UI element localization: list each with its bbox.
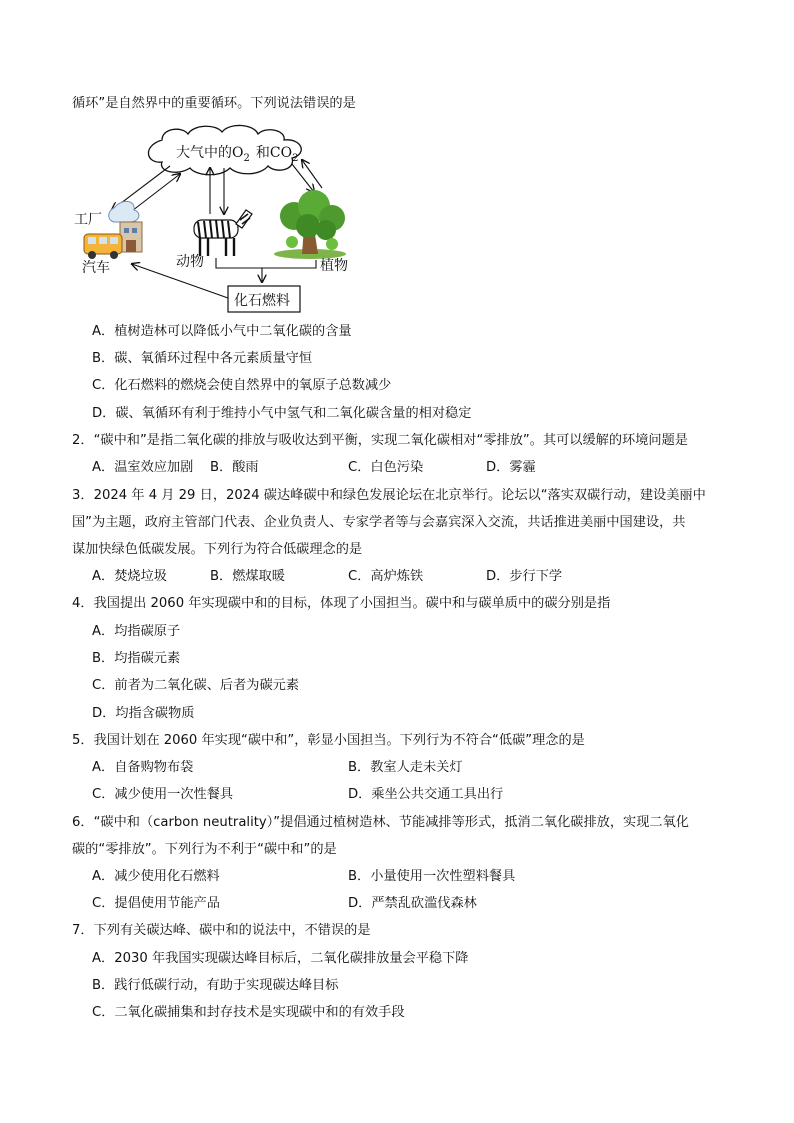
q4-stem: 4．我国提出 2060 年实现碳中和的目标，体现了小国担当。碳中和与碳单质中的碳分别是指 — [72, 596, 611, 611]
q4-option-b[interactable]: B．均指碳元素 — [92, 651, 181, 666]
label-plant: 植物 — [320, 258, 348, 274]
q2-option-d[interactable]: D．雾霾 — [486, 460, 536, 475]
q2-option-c[interactable]: C．白色污染 — [348, 460, 424, 475]
q2-option-b[interactable]: B．酸雨 — [210, 460, 259, 475]
q1-option-d[interactable]: D．碳、氧循环有利于维持小气中氢气和二氧化碳含量的相对稳定 — [92, 406, 472, 421]
q4-option-d[interactable]: D．均指含碳物质 — [92, 706, 195, 721]
q3-stem-line-3: 谋加快绿色低碳发展。下列行为符合低碳理念的是 — [72, 542, 363, 557]
arrow-factory-to-cloud — [128, 174, 180, 214]
q3-stem-line-2: 国”为主题，政府主管部门代表、企业负责人、专家学者等与会嘉宾深入交流，共话推进美丽中国建设，共 — [72, 515, 686, 530]
q3-stem-line-1: 3．2024 年 4 月 29 日，2024 碳达峰碳中和绿色发展论坛在北京举行。论坛以“落实双碳行动，建设美丽中 — [72, 488, 706, 503]
q4-option-c[interactable]: C．前者为二氧化碳、后者为碳元素 — [92, 678, 300, 693]
label-animal: 动物 — [176, 254, 204, 270]
q7-option-c[interactable]: C．二氧化碳捕集和封存技术是实现碳中和的有效手段 — [92, 1005, 405, 1020]
q7-option-b[interactable]: B．践行低碳行动，有助于实现碳达峰目标 — [92, 978, 339, 993]
q6-option-b[interactable]: B．小量使用一次性塑料餐具 — [348, 869, 516, 884]
q7-stem: 7．下列有关碳达峰、碳中和的说法中，不错误的是 — [72, 923, 371, 938]
q2-stem: 2．“碳中和”是指二氧化碳的排放与吸收达到平衡，实现二氧化碳相对“零排放”。其可以缓解的环境问题是 — [72, 433, 688, 448]
connector-bracket — [216, 258, 316, 268]
atmosphere-cloud — [148, 125, 301, 174]
carbon-oxygen-cycle-diagram — [70, 124, 360, 320]
q5-option-d[interactable]: D．乘坐公共交通工具出行 — [348, 787, 504, 802]
factory-car-icon — [84, 201, 142, 259]
label-factory: 工厂 — [74, 212, 102, 228]
arrow-plant-to-cloud — [302, 160, 322, 188]
cloud-label: 大气中的$O_2$ 和$CO_2$ — [176, 145, 299, 164]
q5-stem: 5．我国计划在 2060 年实现“碳中和”，彰显小国担当。下列行为不符合“低碳”理念的是 — [72, 733, 585, 748]
q6-option-a[interactable]: A．减少使用化石燃料 — [92, 869, 220, 884]
q3-option-a[interactable]: A．焚烧垃圾 — [92, 569, 167, 584]
arrow-cloud-to-plant — [292, 164, 314, 192]
label-fossil-fuel: 化石燃料 — [234, 293, 290, 309]
q1-option-c[interactable]: C．化石燃料的燃烧会使自然界中的氧原子总数减少 — [92, 378, 392, 393]
q6-option-c[interactable]: C．提倡使用节能产品 — [92, 896, 220, 911]
q7-option-a[interactable]: A．2030 年我国实现碳达峰目标后，二氧化碳排放量会平稳下降 — [92, 951, 469, 966]
tree-icon — [274, 190, 346, 259]
q5-option-a[interactable]: A．自备购物布袋 — [92, 760, 194, 775]
q2-option-a[interactable]: A．温室效应加剧 — [92, 460, 194, 475]
q3-option-d[interactable]: D．步行下学 — [486, 569, 563, 584]
q4-option-a[interactable]: A．均指碳原子 — [92, 624, 181, 639]
zebra-icon — [194, 210, 252, 256]
q1-option-b[interactable]: B．碳、氧循环过程中各元素质量守恒 — [92, 351, 313, 366]
label-car: 汽车 — [82, 260, 110, 276]
q3-option-b[interactable]: B．燃煤取暖 — [210, 569, 285, 584]
q6-option-d[interactable]: D．严禁乱砍滥伐森林 — [348, 896, 477, 911]
q6-stem-line-2: 碳的“零排放”。下列行为不利于“碳中和”的是 — [72, 842, 337, 857]
q6-stem-line-1: 6．“碳中和（carbon neutrality）”提倡通过植树造林、节能减排等形式，抵消二氧化碳排放，实现二氧化 — [72, 815, 689, 830]
q3-option-c[interactable]: C．高炉炼铁 — [348, 569, 424, 584]
q5-option-b[interactable]: B．教室人走未关灯 — [348, 760, 463, 775]
q5-option-c[interactable]: C．减少使用一次性餐具 — [92, 787, 234, 802]
q1-option-a[interactable]: A．植树造林可以降低小气中二氧化碳的含量 — [92, 324, 352, 339]
question-1-stem-tail: 循环”是自然界中的重要循环。下列说法错误的是 — [72, 96, 356, 111]
